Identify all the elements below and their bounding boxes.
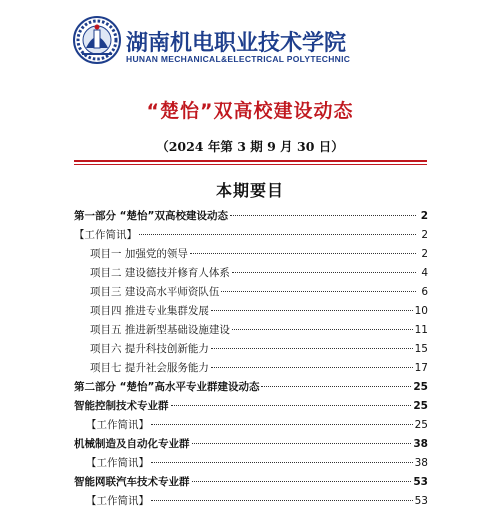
toc-leader-dots <box>192 481 412 482</box>
toc-leader-dots <box>232 329 413 330</box>
toc-leader-dots <box>221 291 416 292</box>
toc-leader-dots <box>171 405 412 406</box>
toc-title: 本期要目 <box>215 181 284 200</box>
divider-thick <box>74 160 427 162</box>
toc-leader-dots <box>211 348 413 349</box>
toc-page-number: 17 <box>414 362 428 374</box>
issue-info: （2024 年第 3 期 9 月 30 日） <box>156 139 344 154</box>
toc-entry[interactable] <box>74 378 428 397</box>
toc-page-number: 2 <box>421 229 428 241</box>
toc-entry-title: 项目六 提升科技创新能力 <box>90 343 209 355</box>
toc-entry-title: 项目一 加强党的领导 <box>90 248 188 260</box>
school-name-cn: 湖南机电职业技术学院 <box>126 30 347 56</box>
toc-leader-dots <box>211 367 413 368</box>
toc-entry[interactable] <box>74 492 428 511</box>
toc-entry[interactable] <box>74 207 428 226</box>
toc-page-number: 15 <box>414 343 428 355</box>
toc-leader-dots <box>230 215 416 216</box>
toc-page-number: 2 <box>421 248 428 260</box>
toc-page-number: 10 <box>414 305 428 317</box>
toc-page-number: 38 <box>413 438 428 450</box>
toc-leader-dots <box>151 500 413 501</box>
toc-leader-dots <box>261 386 411 387</box>
toc-entry-title: 第二部分 “楚怡”高水平专业群建设动态 <box>74 381 260 393</box>
toc-leader-dots <box>232 272 416 273</box>
toc-page-number: 25 <box>413 400 428 412</box>
toc-entry[interactable] <box>74 340 428 359</box>
newsletter-title: “楚怡”双高校建设动态 <box>146 100 354 122</box>
toc-entry-title: 项目四 推进专业集群发展 <box>90 305 209 317</box>
toc-entry-title: 项目二 建设德技并修育人体系 <box>90 267 230 279</box>
toc-page-number: 53 <box>413 476 428 488</box>
toc-page-number: 38 <box>414 457 428 469</box>
toc-entry[interactable] <box>74 359 428 378</box>
toc-leader-dots <box>151 424 413 425</box>
toc-page-number: 6 <box>421 286 428 298</box>
toc-entry[interactable] <box>74 397 428 416</box>
toc-entry[interactable] <box>74 302 428 321</box>
toc-entry[interactable] <box>74 264 428 283</box>
divider-thin <box>74 164 427 165</box>
toc-leader-dots <box>151 462 413 463</box>
toc-entry[interactable] <box>74 321 428 340</box>
toc-entry[interactable] <box>74 416 428 435</box>
toc-page-number: 2 <box>420 210 428 222</box>
toc-page-number: 4 <box>421 267 428 279</box>
toc-entry-title: 机械制造及自动化专业群 <box>74 438 190 450</box>
toc-leader-dots <box>211 310 413 311</box>
toc-leader-dots <box>190 253 416 254</box>
toc-entry-title: 第一部分 “楚怡”双高校建设动态 <box>74 210 228 222</box>
toc-entry[interactable] <box>74 473 428 492</box>
toc-leader-dots <box>139 234 416 235</box>
school-emblem-icon <box>72 14 122 66</box>
toc-page-number: 25 <box>414 419 428 431</box>
toc-entry-title: 【工作简讯】 <box>74 229 137 241</box>
toc-page-number: 25 <box>413 381 428 393</box>
toc-entry[interactable] <box>74 454 428 473</box>
toc-entry-title: 智能网联汽车技术专业群 <box>74 476 190 488</box>
toc-entry-title: 智能控制技术专业群 <box>74 400 169 412</box>
toc-page-number: 53 <box>414 495 428 507</box>
toc-entry-title: 【工作简讯】 <box>86 419 149 431</box>
toc-page-number: 11 <box>414 324 428 336</box>
table-of-contents <box>74 207 428 511</box>
toc-entry[interactable] <box>74 226 428 245</box>
toc-entry-title: 项目七 提升社会服务能力 <box>90 362 209 374</box>
toc-leader-dots <box>192 443 412 444</box>
toc-entry[interactable] <box>74 245 428 264</box>
toc-entry[interactable] <box>74 435 428 454</box>
toc-entry-title: 项目五 推进新型基础设施建设 <box>90 324 230 336</box>
toc-entry-title: 【工作简讯】 <box>86 495 149 507</box>
toc-entry-title: 【工作简讯】 <box>86 457 149 469</box>
toc-entry-title: 项目三 建设高水平师资队伍 <box>90 286 220 298</box>
toc-entry[interactable] <box>74 283 428 302</box>
school-name-en: HUNAN MECHANICAL&ELECTRICAL POLYTECHNIC <box>126 54 351 64</box>
